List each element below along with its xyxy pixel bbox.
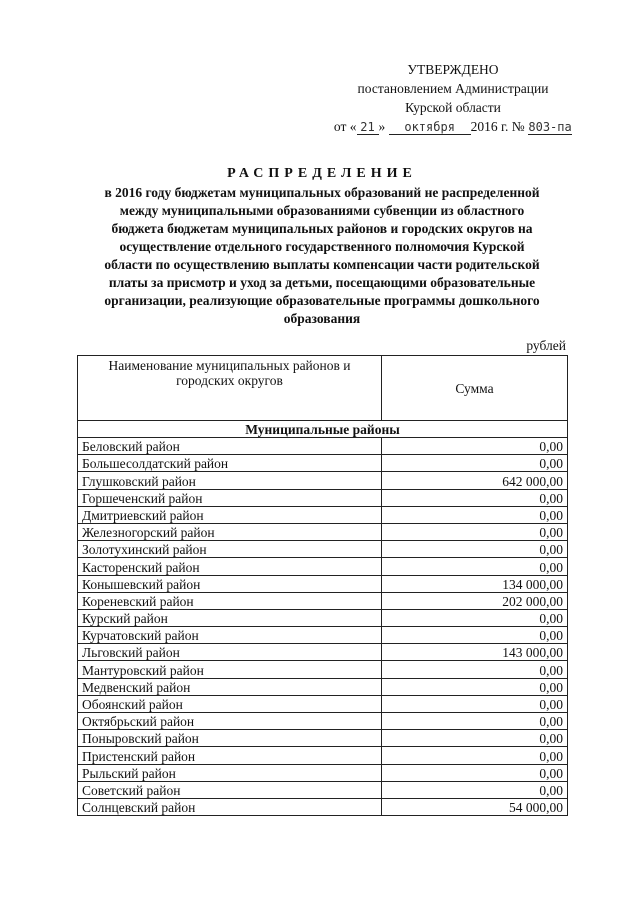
title-line: образования	[283, 311, 361, 326]
district-name: Беловский район	[78, 438, 382, 455]
approval-heading: УТВЕРЖДЕНО	[407, 62, 499, 77]
approval-year: 2016 г. №	[470, 119, 525, 134]
header-name	[78, 356, 382, 421]
district-sum: 0,00	[382, 438, 568, 455]
district-sum: 0,00	[382, 558, 568, 575]
title-line: между муниципальными образованиями субвенции из областного	[119, 203, 525, 218]
district-sum: 143 000,00	[382, 644, 568, 661]
district-name: Пристенский район	[78, 747, 382, 764]
title-line: бюджета бюджетам муниципальных районов и городских округов на	[111, 221, 533, 236]
table-row	[78, 438, 568, 455]
district-name: Конышевский район	[78, 575, 382, 592]
table-row	[78, 472, 568, 489]
title-line: в 2016 году бюджетам муниципальных образований не распределенной	[104, 185, 540, 200]
header-name-line-2: городских округов	[176, 373, 283, 388]
district-sum: 0,00	[382, 541, 568, 558]
district-name: Курский район	[78, 609, 382, 626]
date-prefix: от «	[333, 119, 357, 134]
district-sum: 0,00	[382, 523, 568, 540]
district-name: Медвенский район	[78, 678, 382, 695]
table-header-row	[78, 356, 568, 421]
district-sum: 642 000,00	[382, 472, 568, 489]
date-close: »	[378, 119, 386, 134]
district-name: Дмитриевский район	[78, 506, 382, 523]
district-sum: 0,00	[382, 489, 568, 506]
district-sum: 0,00	[382, 747, 568, 764]
table-row	[78, 592, 568, 609]
district-name: Октябрьский район	[78, 713, 382, 730]
district-name: Курчатовский район	[78, 627, 382, 644]
table-row	[78, 747, 568, 764]
table-row	[78, 627, 568, 644]
header-sum: Сумма	[382, 356, 568, 421]
district-sum: 0,00	[382, 455, 568, 472]
district-sum: 0,00	[382, 730, 568, 747]
district-name: Касторенский район	[78, 558, 382, 575]
title-main: РАСПРЕДЕЛЕНИЕ	[227, 166, 417, 181]
district-name: Большесолдатский район	[78, 455, 382, 472]
table-row	[78, 489, 568, 506]
district-sum: 0,00	[382, 678, 568, 695]
units-label: рублей	[526, 338, 566, 353]
title-subtitle	[60, 184, 584, 328]
district-name: Золотухинский район	[78, 541, 382, 558]
header-name-line-1: Наименование муниципальных районов и	[108, 358, 351, 373]
approval-day: 21	[357, 120, 379, 135]
table-row	[78, 575, 568, 592]
title-line: платы за присмотр и уход за детьми, посещающими образовательные	[108, 275, 536, 290]
table-row	[78, 678, 568, 695]
title-line: осуществление отдельного государственного полномочия Курской	[119, 239, 525, 254]
district-name: Рыльский район	[78, 764, 382, 781]
section-title: Муниципальные районы	[78, 421, 568, 438]
approval-number: 803-па	[528, 120, 572, 134]
table-row	[78, 695, 568, 712]
title-line: организации, реализующие образовательные программы дошкольного	[104, 293, 540, 308]
table-row	[78, 713, 568, 730]
district-sum: 0,00	[382, 661, 568, 678]
district-sum: 0,00	[382, 695, 568, 712]
district-name: Мантуровский район	[78, 661, 382, 678]
district-name: Горшеченский район	[78, 489, 382, 506]
district-sum: 0,00	[382, 609, 568, 626]
district-name: Солнцевский район	[78, 798, 382, 815]
document-title	[60, 164, 584, 328]
table-row	[78, 730, 568, 747]
district-name: Кореневский район	[78, 592, 382, 609]
table-row	[78, 798, 568, 815]
district-sum: 54 000,00	[382, 798, 568, 815]
table-row	[78, 541, 568, 558]
district-sum: 0,00	[382, 764, 568, 781]
table-row	[78, 506, 568, 523]
district-name: Обоянский район	[78, 695, 382, 712]
title-line: области по осуществлению выплаты компенсации части родительской	[104, 257, 540, 272]
approval-stamp	[318, 60, 588, 136]
district-sum: 0,00	[382, 506, 568, 523]
district-sum: 202 000,00	[382, 592, 568, 609]
approval-issuer: постановлением Администрации	[357, 81, 549, 96]
table-row	[78, 661, 568, 678]
approval-month: октября	[389, 120, 471, 135]
table-row	[78, 781, 568, 798]
table-row	[78, 644, 568, 661]
district-name: Льговский район	[78, 644, 382, 661]
district-name: Глушковский район	[78, 472, 382, 489]
table-row	[78, 523, 568, 540]
approval-region: Курской области	[405, 100, 501, 115]
district-sum: 0,00	[382, 713, 568, 730]
section-row	[78, 421, 568, 438]
district-name: Поныровский район	[78, 730, 382, 747]
table-row	[78, 455, 568, 472]
table-row	[78, 764, 568, 781]
approval-date-line	[318, 117, 588, 136]
district-name: Железногорский район	[78, 523, 382, 540]
table-row	[78, 609, 568, 626]
district-sum: 0,00	[382, 781, 568, 798]
district-sum: 0,00	[382, 627, 568, 644]
district-name: Советский район	[78, 781, 382, 798]
district-sum: 134 000,00	[382, 575, 568, 592]
distribution-table	[77, 355, 568, 816]
table-row	[78, 558, 568, 575]
